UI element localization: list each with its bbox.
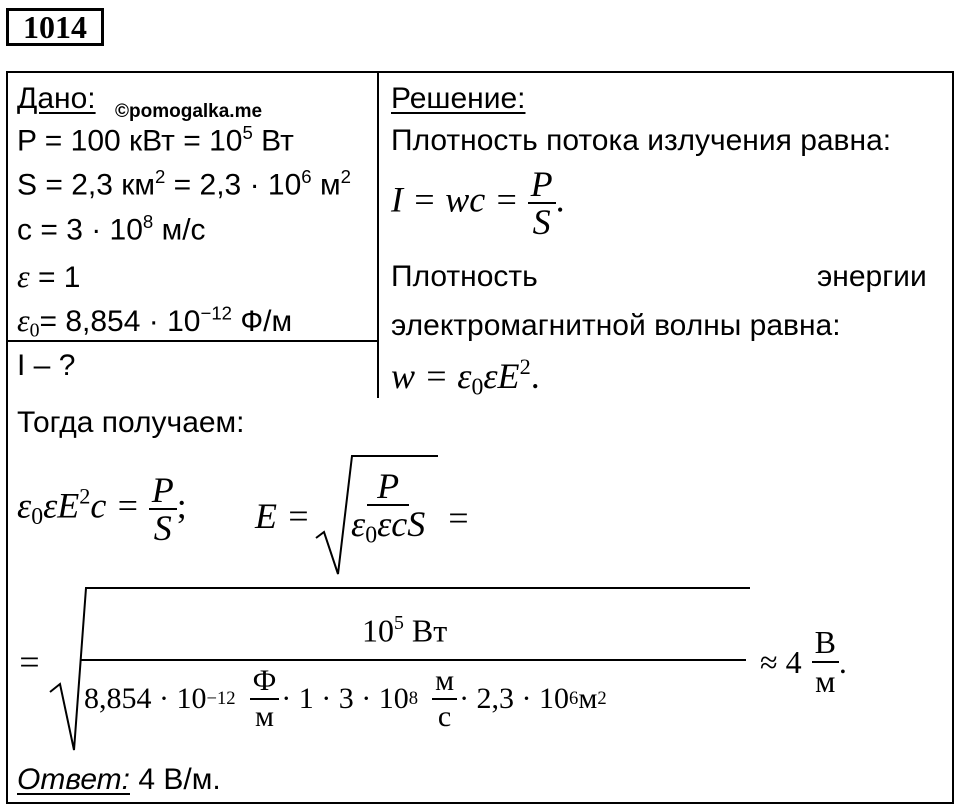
then-text: Тогда получаем: [17,406,245,439]
given-epsilon: ε = 1 [17,258,81,294]
formula-energy-density: $w = \varepsilon_0\varepsilon E^2$. [391,354,540,401]
calc-numerator: $10^5$ Вт [362,612,448,649]
calc-denominator: 8,854 · 10 −12 $\frac{Ф}{м}$ · 1 · 3 · 10 8 $\frac{м}{с}$ · 2,3 · 10 6 м 2 [84,664,607,733]
calc-fraction-bar [80,659,746,661]
solution-line-2b: энергии [817,260,927,293]
problem-number: 1014 [6,8,104,46]
watermark: ©pomogalka.me [115,101,263,122]
formula-intensity: I = wc = $\frac{P}{S}$ . [391,164,565,242]
given-power: P = 100 кВт = $10^5$ Вт [17,122,294,158]
formula-equation: $\varepsilon_0\varepsilon E^2c$ = $\frac{P}{S}$ ; [17,470,187,548]
formula-field-lhs: E = [255,496,311,536]
formula-field-fraction: $\frac{P}{\varepsilon_0\varepsilon cS}$ [351,466,426,549]
solution-title: Решение: [391,82,526,115]
formula-calc-eq: = [17,642,42,682]
given-epsilon0: $\varepsilon_0= 8,854 \cdot 10^{-12}$ Ф/м [17,302,293,342]
given-title: Дано: [17,82,96,115]
solution-line-1: Плотность потока излучения равна: [391,124,892,157]
solution-line-3: электромагнитной волны равна: [391,309,841,342]
given-speed: $с = 3 \cdot 10^8$ м/с [17,211,206,247]
column-divider [377,71,379,398]
answer-line: Ответ: 4 В/м. [17,763,221,796]
solution-line-2a: Плотность [391,260,538,293]
given-area: S = 2,3 $км^2 = 2,3 \cdot 10^6$ $м^2$ [17,166,351,202]
formula-field-eq: = [446,498,471,538]
calc-result: ≈ 4 $\frac{В}{м}$ . [760,624,847,699]
find-quantity: I – ? [17,349,76,382]
